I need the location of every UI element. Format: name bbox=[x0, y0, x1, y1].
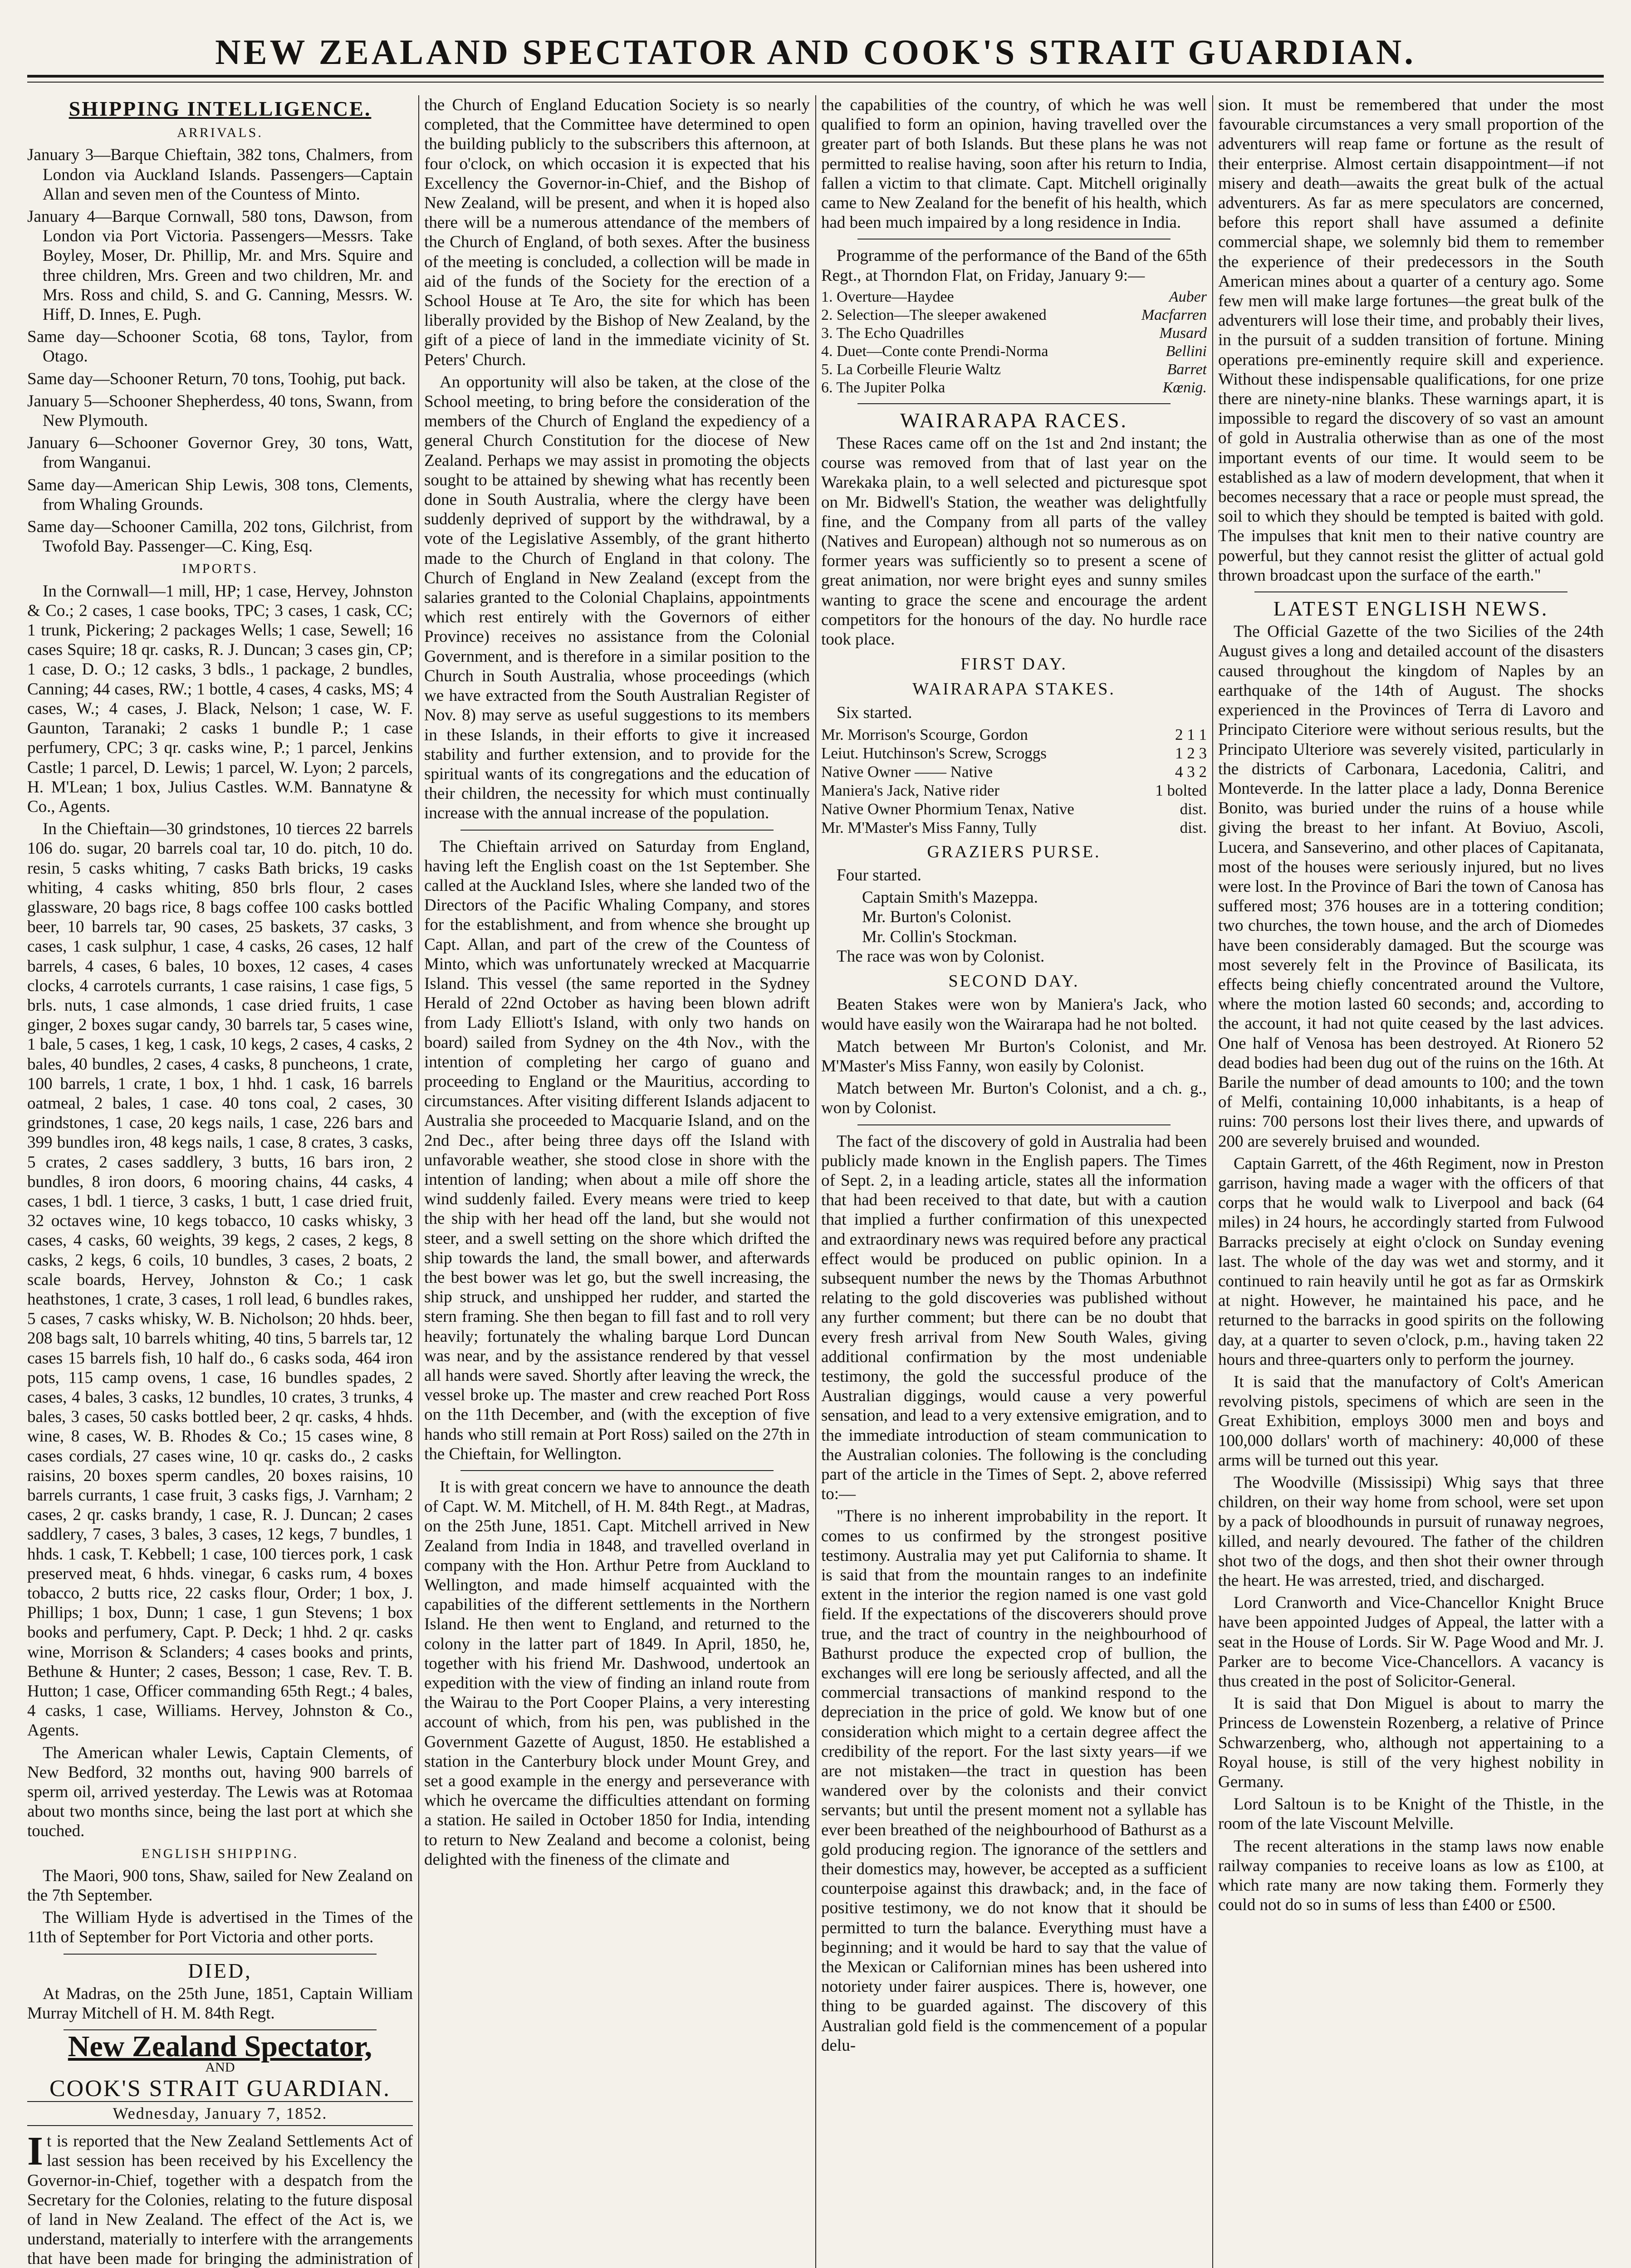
graziers-winner: The race was won by Colonist. bbox=[837, 947, 1045, 966]
news-item: Lord Saltoun is to be Knight of the Thistle, in the room of the late Viscount Melville. bbox=[1218, 1795, 1604, 1833]
column-divider bbox=[1212, 95, 1213, 2268]
stakes-row bbox=[821, 725, 1207, 744]
stakes-result: 1 2 3 bbox=[1175, 744, 1207, 762]
programme-piece: 2. Selection—The sleeper awakened bbox=[821, 306, 1047, 323]
column-divider bbox=[418, 95, 419, 2268]
english-shipping-heading: ENGLISH SHIPPING. bbox=[141, 1846, 299, 1861]
wairarapa-races-heading: WAIRARAPA RACES. bbox=[900, 408, 1128, 432]
arrival-entry: Same day—Schooner Return, 70 tons, Toohig, put back. bbox=[27, 369, 406, 388]
stakes-row bbox=[821, 763, 1207, 781]
programme-composer: Auber bbox=[1169, 288, 1207, 305]
programme-piece: 4. Duet—Conte conte Prendi-Norma bbox=[821, 342, 1048, 360]
graziers-entry: Captain Smith's Mazeppa. bbox=[862, 888, 1038, 907]
masthead-rule-thin bbox=[27, 82, 1604, 83]
section-separator bbox=[460, 830, 774, 831]
stakes-entry: Leiut. Hutchinson's Screw, Scroggs bbox=[821, 744, 1047, 762]
section-separator bbox=[1254, 591, 1567, 592]
stakes-row bbox=[821, 781, 1207, 800]
arrivals-list bbox=[27, 145, 413, 556]
six-started: Six started. bbox=[837, 703, 912, 722]
section-separator bbox=[64, 1954, 377, 1955]
died-notice: At Madras, on the 25th June, 1851, Captain William Murray Mitchell of H. M. 84th Regt. bbox=[27, 1984, 413, 2023]
english-shipping-entry: The Maori, 900 tons, Shaw, sailed for New Zealand on the 7th September. bbox=[27, 1866, 413, 1905]
news-item: It is said that Don Miguel is about to marry the Princess de Lowenstein Rozenberg, a relative of Prince Schwarzenberg, who, although not appertaining to a Royal house, is still of the very highest nobility in Germany. bbox=[1218, 1694, 1604, 1792]
first-day-heading: FIRST DAY. bbox=[960, 655, 1068, 674]
wairarapa-stakes-heading: WAIRARAPA STAKES. bbox=[912, 679, 1116, 699]
arrival-entry: Same day—Schooner Camilla, 202 tons, Gilchrist, from Twofold Bay. Passenger—C. King, Esq. bbox=[27, 518, 413, 556]
stakes-entry: Maniera's Jack, Native rider bbox=[821, 781, 1000, 799]
news-item: The Woodville (Mississipi) Whig says that three children, on their way home from school, were set upon by a pack of bloodhounds in pursuit of runaway negroes, killed, and nearly devoured. The father of the children shot two of the dogs, and then shot their owner through the heart. He was arrested, tried, and discharged. bbox=[1218, 1473, 1604, 1590]
mitchell-obituary: It is with great concern we have to announce the death of Capt. W. M. Mitchell, of H. M. 84th Regt., at Madras, on the 25th June, 1851. Capt. Mitchell arrived in New Zealand from India in 1848, and travelled overland in company with the Hon. Arthur Petre from Auckland to Wellington, and made himself acquainted with the capabilities of the different settlements in the Northern Island. He then went to England, and returned to the colony in the latter part of 1849. In April, 1850, he, together with his friend Mr. Dashwood, undertook an expedition with the view of finding an inland route from the Wairau to the Port Cooper Plains, a very interesting account of which, from his pen, was published in the Government Gazette of August, 1850. He established a station in the Canterbury block under Mount Grey, and set a good example in the energy and perseverance with which he overcame the difficulties attendant on forming a station. He sailed in October 1850 for India, intending to return to New Zealand and become a colonist, being delighted with the fineness of the climate and bbox=[424, 1478, 810, 1869]
chieftain-arrival-article: The Chieftain arrived on Saturday from England, having left the English coast on the 1st September. She called at the Auckland Isles, where she landed two of the Directors of the Pacific Whaling Company, and stores for the establishment, and from whence she brought up Capt. Allan, and part of the crew of the Countess of Minto, which was unfortunately wrecked at Macquarrie Island. This vessel (the same reported in the Sydney Herald of 22nd October as having been blown adrift from Lady Elliott's Island, with only two hands on board) sailed from Sydney on the 4th Nov., with the intention of completing her cargo of guano and proceeding to England or the Mauritius, according to circumstances. After visiting different Islands adjacent to Australia she proceeded to Macquarie Island, and on the 2nd Dec., after being three days off the Island with unfavorable weather, she stood close in shore with the intention of landing; when about a mile off shore the wind suddenly failed. Every means were tried to keep the ship with her head off the land, but she would not steer, and a swell setting on the shore which drifted the ship towards the land, the small bower, and afterwards the best bower was let go, but the swell increasing, the ship struck, and unshipped her rudder, and started the stern framing. She then began to fill fast and to roll very heavily; fortunately the whaling barque Lord Duncan was near, and by the assistance rendered by that vessel all hands were saved. Shortly after leaving the wreck, the vessel broke up. The master and crew reached Port Ross on the 11th December, and (with the exception of five hands who still remain at Port Ross) sailed on the 27th in the Chieftain, for Wellington. bbox=[424, 837, 810, 1463]
arrival-entry: January 3—Barque Chieftain, 382 tons, Chalmers, from London via Auckland Islands. Passengers—Captain Allan and seven men of the Countess of Minto. bbox=[27, 146, 413, 204]
paper-subtitle: COOK'S STRAIT GUARDIAN. bbox=[49, 2075, 391, 2102]
programme-item bbox=[821, 361, 1207, 379]
paper-title-and: AND bbox=[205, 2059, 235, 2075]
programme-piece: 1. Overture—Haydee bbox=[821, 288, 954, 305]
news-item: Captain Garrett, of the 46th Regiment, now in Preston garrison, having made a wager with the officers of that corps that he would walk to Liverpool and back (64 miles) in 24 hours, he accordingly started from Fulwood Barracks precisely at eight o'clock on Sunday evening last. The whole of the day was wet and stormy, and it continued to rain heavily until he got as far as Ormskirk at night. However, he maintained his pace, and he returned to the barracks in good spirits on the following day, at a quarter to seven o'clock, p.m., having taken 22 hours and three-quarters only to perform the journey. bbox=[1218, 1154, 1604, 1369]
graziers-entry: Mr. Collin's Stockman. bbox=[862, 927, 1017, 946]
school-house-continued: the Church of England Education Society is so nearly completed, that the Committee have determined to open the building publicly to the subscribers this afternoon, at four o'clock, on which occasion it is expected that his Excellency the Governor-in-Chief, and the Bishop of New Zealand, will be present, and when it is hoped also there will be a numerous attendance of the members of the Church of England, of both sexes. After the business of the meeting is concluded, a collection will be made in aid of the funds of the Society for the erection of a School House at Te Aro, the site for which has been liberally provided by the Bishop of New Zealand, by the gift of a piece of land in the immediate vicinity of St. Peters' Church. bbox=[424, 96, 810, 369]
stakes-entry: Mr. M'Master's Miss Fanny, Tully bbox=[821, 818, 1037, 836]
stakes-result: dist. bbox=[1180, 800, 1207, 818]
programme-composer: Kœnig. bbox=[1162, 379, 1207, 396]
stakes-result: 2 1 1 bbox=[1175, 725, 1207, 743]
programme-piece: 6. The Jupiter Polka bbox=[821, 379, 945, 396]
second-day-result: Match between Mr Burton's Colonist, and Mr. M'Master's Miss Fanny, won easily by Colonist. bbox=[821, 1037, 1207, 1075]
programme-composer: Bellini bbox=[1166, 342, 1207, 360]
column-4 bbox=[1218, 95, 1604, 2268]
imports-heading: IMPORTS. bbox=[182, 561, 258, 577]
stakes-result: 4 3 2 bbox=[1175, 763, 1207, 781]
column-2 bbox=[424, 95, 810, 2268]
stakes-row bbox=[821, 818, 1207, 837]
times-quote: "There is no inherent improbability in the report. It comes to us confirmed by the strongest positive testimony. Australia may yet put California to shame. It is said that from the mountain ranges to an indefinite extent in the interior the region named is one vast gold field. If the expectations of the discoverers should prove true, and the tract of country in the neighbourhood of Bathurst produce the expected crop of bullion, the exchanges will ere long be seriously affected, and all the commercial transactions of mankind respond to the depreciation in the price of gold. We know but of one consideration which might to a certain degree affect the credibility of the report. For the last sixty years—if we are not mistaken—the tract in question has been wandered over by the colonists and their convict servants; but until the present moment not a syllable has ever been breathed of the neighbourhood of Bathurst as a gold producing region. The ignorance of the settlers and their domestics may, however, be accepted as a sufficient counterpoise against this drawback; and, in the face of positive testimony, we do not know that it should be permitted to turn the balance. Everything must have a beginning; and it would be hard to say that the value of the Mexican or Californian mines has been ushered into notoriety under fairer auspices. There is, however, one thing to be guarded against. The discovery of this Australian gold field is the commencement of a popular delu- bbox=[821, 1507, 1207, 2055]
church-constitution-article: An opportunity will also be taken, at the close of the School meeting, to bring before the consideration of the members of the Church of England the expediency of a general Church Constitution for the diocese of New Zealand. Perhaps we may assist in promoting the objects sought to be attained by shewing what has recently been done in South Australia, where the clergy have been suddenly deprived of support by the withdrawal, by a vote of the Legislative Assembly, of the grant hitherto made to the Church of England in that colony. The Church of England in New Zealand (except from the salaries granted to the Colonial Chaplains, appointments which rest entirely with the Governors of either Province) receives no assistance from the Colonial Government, and is therefore in a similar position to the Church in South Australia, whose proceedings (which we have extracted from the South Australian Register of Nov. 8) may serve as useful suggestions to its members in these Islands, in their efforts to give it increased stability and further extension, and to provide for the spiritual wants of its congregations and the education of their children, the necessity for which must continually increase with the annual increase of the population. bbox=[424, 372, 810, 823]
graziers-purse-heading: GRAZIERS PURSE. bbox=[927, 842, 1101, 861]
lewis-note: The American whaler Lewis, Captain Clements, of New Bedford, 32 months out, having 900 barrels of sperm oil, arrived yesterday. The Lewis was at Rotomaa about two months since, being the last port at which she touched. bbox=[27, 1743, 413, 1841]
programme-item bbox=[821, 342, 1207, 361]
masthead-title: NEW ZEALAND SPECTATOR AND COOK'S STRAIT GUARDIAN. bbox=[215, 32, 1416, 72]
programme-item bbox=[821, 306, 1207, 324]
news-item: The recent alterations in the stamp laws now enable railway companies to receive loans as low as £100, at which rate many are now taking them. Formerly they could not do so in sums of less than £400 or £500. bbox=[1218, 1837, 1604, 1915]
stakes-results bbox=[821, 725, 1207, 837]
english-shipping-entry: The William Hyde is advertised in the Times of the 11th of September for Port Victoria and other ports. bbox=[27, 1908, 413, 1947]
mitchell-obituary-continued: the capabilities of the country, of which he was well qualified to form an opinion, having travelled over the greater part of both Islands. But these plans he was not permitted to realise having, soon after his return to India, fallen a victim to that climate. Capt. Mitchell originally came to New Zealand for the benefit of his health, which had been much impaired by a long residence in India. bbox=[821, 96, 1207, 232]
died-heading: DIED, bbox=[188, 1959, 252, 1982]
stakes-row bbox=[821, 744, 1207, 763]
column-1 bbox=[27, 95, 413, 2268]
graziers-entry: Mr. Burton's Colonist. bbox=[862, 908, 1012, 927]
stakes-result: dist. bbox=[1180, 818, 1207, 836]
stakes-result: 1 bolted bbox=[1155, 781, 1207, 799]
programme-composer: Barret bbox=[1167, 361, 1207, 378]
programme-piece: 5. La Corbeille Fleurie Waltz bbox=[821, 361, 1001, 378]
programme-item bbox=[821, 379, 1207, 397]
news-item: Lord Cranworth and Vice-Chancellor Knight Bruce have been appointed Judges of Appeal, the latter with a seat in the House of Lords. Sir W. Page Wood and Mr. J. Parker are to become Vice-Chancellors. A vacancy is thus created in the post of Solicitor-General. bbox=[1218, 1593, 1604, 1691]
column-3 bbox=[821, 95, 1207, 2268]
stakes-entry: Native Owner —— Native bbox=[821, 763, 993, 781]
section-separator bbox=[857, 239, 1171, 240]
imports-chieftain: In the Chieftain—30 grindstones, 10 tierces 22 barrels 106 do. sugar, 20 barrels coal tar, 10 do. pitch, 10 do. resin, 5 casks whiting, 7 casks Bath bricks, 19 casks whiting, 4 casks whiting, 850 brls flour, 2 cases glassware, 20 bags rice, 8 bags coffee 100 casks bottled beer, 10 barrels tar, 90 cases, 25 baskets, 37 casks, 3 cases, 1 cask sulphur, 1 case, 4 casks, 26 cases, 12 half barrels, 4 cases, 6 bales, 10 boxes, 12 cases, 4 cases clocks, 4 carrotels currants, 1 case raisins, 1 case figs, 5 brls. nuts, 1 case almonds, 1 case dried fruits, 1 case ginger, 2 boxes sugar candy, 30 barrels tar, 5 cases wine, 1 bale, 5 cases, 1 keg, 1 cask, 10 kegs, 2 cases, 4 casks, 2 bales, 40 bundles, 2 cases, 4 casks, 8 puncheons, 1 crate, 100 barrels, 1 crate, 1 box, 1 hhd. 1 cask, 16 barrels oatmeal, 2 bales, 1 case. 40 tons coal, 2 cases, 30 grindstones, 1 case, 20 kegs nails, 1 case, 226 bars and 399 bundles iron, 48 kegs nails, 1 case, 8 crates, 3 casks, 5 crates, 2 cases saddlery, 3 butts, 16 bars iron, 2 bundles, 8 iron doors, 6 mooring chains, 44 casks, 4 cases, 1 bdl. 1 tierce, 3 casks, 1 butt, 1 case dried fruit, 32 octaves wine, 10 kegs tobacco, 10 casks whisky, 3 cases, 4 casks, 60 weights, 39 kegs, 2 cases, 2 kegs, 8 casks, 2 kegs, 6 coils, 10 bundles, 3 cases, 2 boats, 2 scale boards, Hervey, Johnston & Co.; 1 cask heathstones, 1 crate, 3 cases, 1 roll lead, 6 bundles rakes, 5 cases, 7 casks whisky, W. B. Nicholson; 20 hhds. beer, 208 bags salt, 10 barrels whiting, 40 tins, 5 barrels tar, 12 cases 15 barrels fish, 10 half do., 6 casks soda, 464 iron pots, 115 camp ovens, 1 case, 16 bundles spades, 2 cases, 4 bales, 3 casks, 12 bundles, 10 crates, 3 trunks, 4 bales, 3 cases, 50 casks bottled beer, 2 qr. casks, 4 hhds. wine, 8 cases, W. B. Rhodes & Co.; 15 cases wine, 8 cases cordials, 27 cases wine, 10 qr. casks do., 2 casks raisins, 20 boxes sperm candles, 20 boxes raisins, 10 barrels currants, 1 case fruit, 3 casks figs, J. Varnham; 2 cases, 2 qr. casks brandy, 1 case, R. J. Duncan; 2 cases saddlery, 7 cases, 3 bales, 3 cases, 12 kegs, 7 bundles, 1 hhds. 1 cask, T. Kebbell; 1 case, 100 tierces pork, 1 cask preserved meat, 6 hhds. vinegar, 6 casks rum, 4 boxes tobacco, 2 butts rice, 22 casks flour, Order; 1 box, J. Phillips; 1 box, Dunn; 1 case, 1 gun Stevens; 1 box books and perfumery, Capt. P. Deck; 1 hhd. 2 qr. casks wine, Morrison & Sclanders; 4 cases books and prints, Bethune & Hunter; 2 cases, Besson; 1 case, Rev. T. B. Hutton; 1 case, Officer commanding 65th Regt.; 4 bales, 4 casks, 1 case, Williams. Hervey, Johnston & Co., Agents. bbox=[27, 820, 413, 1740]
lead-article: It is reported that the New Zealand Settlements Act of last session has been received by his Excellency the Governor-in-Chief, together with a despatch from the Secretary for the Colonies, relating to the future disposal of land in New Zealand. The effect of the Act is, we understand, materially to interfere with the arrangements that have been made for bringing the administration of bbox=[27, 2129, 413, 2268]
stakes-entry: Mr. Morrison's Scourge, Gordon bbox=[821, 725, 1028, 743]
times-quote-continued: sion. It must be remembered that under the most favourable circumstances a very small proportion of the adventurers will reap fame or fortune as the result of their enterprise. Almost certain disappointment—if not misery and death—awaits the great bulk of the actual adventurers. As far as mere speculators are concerned, before this report shall have assumed a definite commercial shape, we solemnly bid them to remember the experience of their predecessors in the South American mines about a quarter of a century ago. Some few men will make large fortunes—the great bulk of the adventurers will lose their time, and probably their lives, in the pursuit of a sudden transition of fortune. Mining operations pre-eminently require skill and experience. Without these indispensable qualifications, for one prize there are ninety-nine blanks. These warnings apart, it is impossible to regard the discovery of so vast an amount of gold in Australia otherwise than as one of the most important events of our time. It would seem to be established as a law of modern development, that when it becomes necessary that a race or people must spread, the soil to which they should be tempted is baited with gold. The impulses that knit men to their native country are powerful, but they cannot resist the glitter of actual gold thrown broadcast upon the surface of the earth." bbox=[1218, 96, 1604, 585]
dateline: Wednesday, January 7, 1852. bbox=[27, 2101, 413, 2126]
gold-discovery-article: The fact of the discovery of gold in Australia had been publicly made known in the English papers. The Times of Sept. 2, in a leading article, states all the information that had been received to that date, but with a caution that implied a further confirmation of this unexpected and extraordinary news was required before any practical effect would be produced on public opinion. In a subsequent number the news by the Thomas Arbuthnot relating to the gold discoveries was published without any further comment; but there can be no doubt that every fresh arrival from New South Wales, giving additional confirmation by the most undeniable testimony, the gold the successful produce of the Australian diggings, would cause a very powerful sensation, and lead to a very extensive emigration, and to the immediate introduction of steam communication to the Australian colonies. The following is the concluding part of the article in the Times of Sept. 2, above referred to:— bbox=[821, 1132, 1207, 1504]
section-separator bbox=[460, 1470, 774, 1471]
second-day-heading: SECOND DAY. bbox=[948, 972, 1080, 991]
latest-english-news-heading: LATEST ENGLISH NEWS. bbox=[1273, 597, 1549, 621]
programme-item bbox=[821, 288, 1207, 306]
second-day-result: Beaten Stakes were won by Maniera's Jack, who would have easily won the Wairarapa had he not bolted. bbox=[821, 995, 1207, 1034]
shipping-intelligence-heading: SHIPPING INTELLIGENCE. bbox=[69, 97, 372, 120]
stakes-entry: Native Owner Phormium Tenax, Native bbox=[821, 800, 1074, 818]
stakes-row bbox=[821, 800, 1207, 818]
band-programme-intro: Programme of the performance of the Band of the 65th Regt., at Thorndon Flat, on Friday, January 9:— bbox=[821, 246, 1207, 285]
programme-piece: 3. The Echo Quadrilles bbox=[821, 324, 964, 342]
band-programme bbox=[821, 288, 1207, 397]
programme-composer: Musard bbox=[1159, 324, 1207, 342]
news-item: It is said that the manufactory of Colt's American revolving pistols, specimens of which are seen in the Great Exhibition, employs 3000 men and boys and 100,000 dollars' worth of machinery: 40,000 of these arms will be turned out this year. bbox=[1218, 1373, 1604, 1470]
section-separator bbox=[857, 403, 1171, 404]
masthead-rule bbox=[27, 75, 1604, 78]
arrival-entry: January 6—Schooner Governor Grey, 30 tons, Watt, from Wanganui. bbox=[27, 434, 413, 472]
programme-composer: Macfarren bbox=[1141, 306, 1207, 323]
arrival-entry: Same day—American Ship Lewis, 308 tons, Clements, from Whaling Grounds. bbox=[27, 475, 413, 514]
imports-cornwall: In the Cornwall—1 mill, HP; 1 case, Hervey, Johnston & Co.; 2 cases, 1 case books, TPC; 3 cases, 1 cask, CC; 1 trunk, Pickering; 2 packages Wells; 1 case, Sewell; 16 cases Squire; 18 qr. casks, R. J. Duncan; 3 cases gin, CP; 1 case, D. O.; 12 casks, 3 bdls., 1 package, 2 bundles, Canning; 44 cases, RW.; 1 bottle, 4 cases, 4 casks, MS; 4 cases, W.; 4 cases, J. Black, Nelson; 1 case, W. F. Gaunton, Taranaki; 2 casks 1 bundle P.; 1 case perfumery, CPC; 3 qr. casks wine, P.; 1 parcel, Jenkins Castle; 1 parcel, D. Lewis; 1 parcel, W. Lyon; 2 parcels, H. M'Lean; 1 box, Julius Castles. W.M. Bannatyne & Co., Agents. bbox=[27, 582, 413, 816]
arrivals-heading: ARRIVALS. bbox=[177, 125, 263, 141]
arrival-entry: January 4—Barque Cornwall, 580 tons, Dawson, from London via Port Victoria. Passengers—Messrs. Take Boyley, Moser, Dr. Phillip, Mr. and Mrs. Squire and three children, Mrs. Green and two children, Mr. and Mrs. Ross and child, S. and G. Canning, Messrs. W. Hiff, D. Innes, E. Pugh. bbox=[27, 207, 413, 324]
arrival-entry: Same day—Schooner Scotia, 68 tons, Taylor, from Otago. bbox=[27, 327, 413, 366]
section-separator bbox=[857, 1124, 1171, 1125]
paper-title: New Zealand Spectator, bbox=[68, 2030, 372, 2063]
arrival-entry: January 5—Schooner Shepherdess, 40 tons, Swann, from New Plymouth. bbox=[27, 391, 413, 430]
column-divider bbox=[815, 95, 816, 2268]
news-item: The Official Gazette of the two Sicilies of the 24th August gives a long and detailed account of the disasters caused throughout the kingdom of Naples by an earthquake of the 14th of August. The shocks experienced in the Provinces of Terra di Lavoro and Principato Citeriore were without serious results, but the Principato Ulteriore was severely visited, particularly in the districts of Carbonara, Lacedonia, Calitri, and Monteverde. In the latter place a lady, Donna Berenice Bonito, was buried under the ruins of a house while giving the breast to her infant. At Boviuo, Ascoli, Lucera, and Sanseverino, and other places of Capitanata, most of the houses were seriously injured, but no lives were lost. In the Province of Bari the town of Canosa has suffered most; 376 houses are in a tottering condition; two churches, the town house, and the arch of Diomedes have been considerably damaged. But the scourge was most severely felt in the Province of Basilicata, its effects being chiefly concentrated around the Vultore, where the motion lasted 60 seconds; and, according to the account, it had not quite ceased by the last advices. One half of Venosa has been destroyed. At Rionero 52 dead bodies had been dug out of the ruins on the 16th. At Barile the number of dead amounts to 100; and the town of Melfi, containing 10,000 inhabitants, is a heap of ruins: 700 persons lost their lives there, and upwards of 200 are severely bruised and wounded. bbox=[1218, 622, 1604, 1151]
four-started: Four started. bbox=[837, 866, 922, 885]
programme-item bbox=[821, 324, 1207, 342]
races-intro: These Races came off on the 1st and 2nd instant; the course was removed from that of last year on the Warekaka plain, to a well selected and picturesque spot on Mr. Bidwell's Station, the weather was delightfully fine, and the Company from all parts of the valley (Natives and European) although not so numerous as on former years was sufficiently so to present a scene of great animation, nor were bright eyes and sunny smiles wanting to grace the scene and encourage the ardent competitors for the honours of the day. No hurdle race took place. bbox=[821, 434, 1207, 649]
second-day-result: Match between Mr. Burton's Colonist, and a ch. g., won by Colonist. bbox=[821, 1079, 1207, 1118]
